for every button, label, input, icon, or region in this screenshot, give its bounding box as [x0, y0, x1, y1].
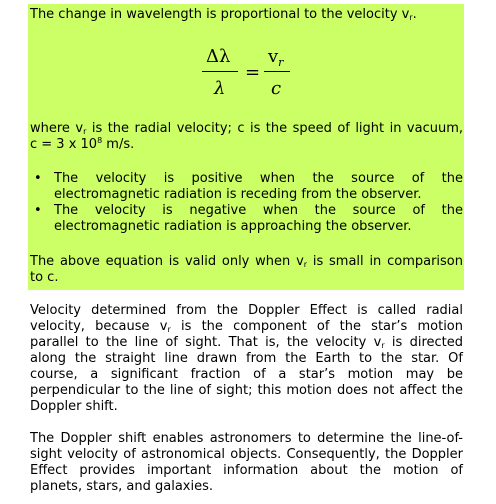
- para1-line-6: perpendicular to the line of sight; this motion does not affect the: [30, 383, 463, 398]
- bullet-2-line-1: The velocity is negative when the source of the: [54, 203, 463, 218]
- fraction-bar-right: [264, 71, 290, 72]
- equation-numerator-left: Δλ: [206, 46, 231, 67]
- valid-line-1: The above equation is valid only when $v_r$ is small in comparison: [30, 254, 463, 269]
- para2-line-1: The Doppler shift enables astronomers to determine the line-of-: [30, 431, 463, 446]
- equation-numerator-right: $v_r$: [268, 46, 284, 69]
- para1-line-3: parallel to the line of sight. That is, the velocity $v_r$ is directed: [30, 335, 463, 350]
- equation-denominator-right: c: [271, 78, 282, 99]
- equation-denominator-left: λ: [214, 78, 226, 99]
- bullet-marker: •: [34, 203, 42, 218]
- para1-line-1: Velocity determined from the Doppler Effect is called radial: [30, 303, 463, 318]
- para1-line-5: course, a significant fraction of a star’s motion may be: [30, 367, 463, 382]
- para2-line-3: Effect provides important information about the motion of: [30, 463, 463, 478]
- para1-line-2: velocity, because $v_r$ is the component of the star’s motion: [30, 319, 463, 334]
- intro-text: The change in wavelength is proportional to the velocity $v_r$.: [30, 7, 417, 22]
- wavelength-equation: [200, 36, 300, 99]
- bullet-1-line-1: The velocity is positive when the source of the: [54, 171, 463, 186]
- para1-line-4: along the straight line drawn from the Earth to the star. Of: [30, 351, 463, 366]
- valid-line-2: to c.: [30, 270, 59, 285]
- para1-line-7: Doppler shift.: [30, 399, 118, 414]
- para2-line-4: planets, stars, and galaxies.: [30, 479, 214, 494]
- fraction-bar-left: [202, 71, 238, 72]
- bullet-2-line-2: electromagnetic radiation is approaching the observer.: [54, 219, 412, 234]
- equals-sign: =: [245, 62, 261, 83]
- where-line-2: c = 3 x $10^8$ m/s.: [30, 136, 135, 152]
- bullet-1-line-2: electromagnetic radiation is receding from the observer.: [54, 187, 422, 202]
- bullet-marker: •: [34, 171, 42, 186]
- para2-line-2: sight velocity of astronomical objects. Consequently, the Doppler: [30, 447, 463, 462]
- where-line-1: where $v_r$ is the radial velocity; c is the speed of light in vacuum,: [30, 121, 463, 136]
